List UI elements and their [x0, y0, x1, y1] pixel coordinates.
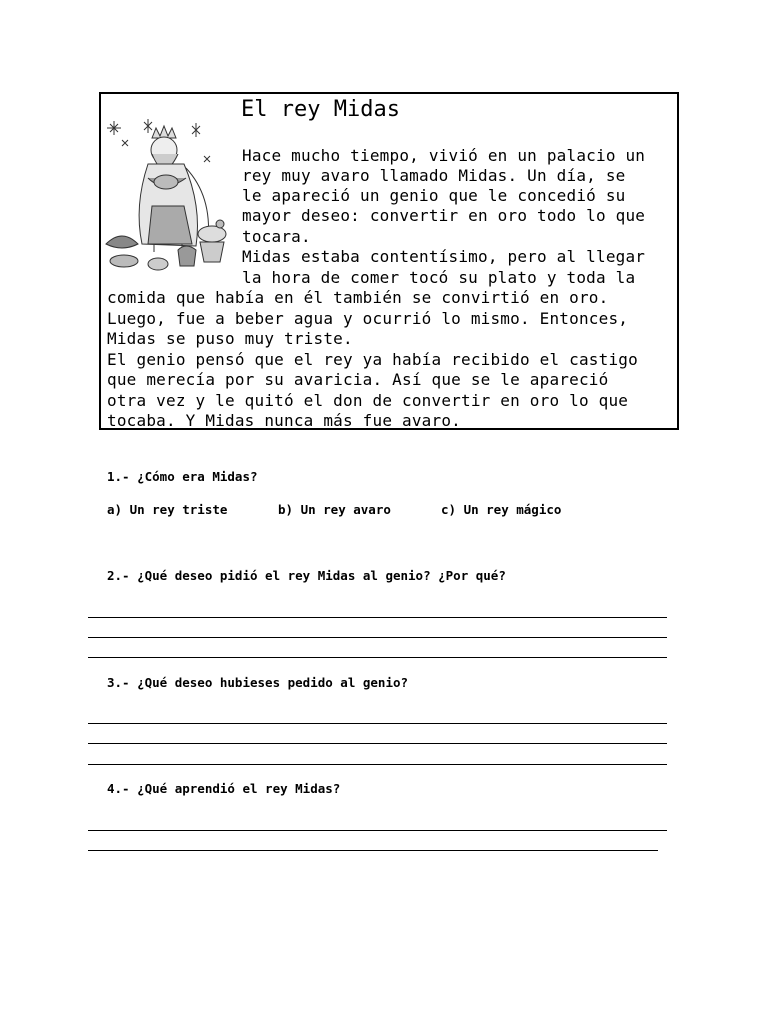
answer-line[interactable] — [88, 743, 667, 744]
question-1: 1.- ¿Cómo era Midas? — [107, 469, 258, 484]
story-line: mayor deseo: convertir en oro todo lo que — [242, 206, 646, 225]
option-b[interactable]: b) Un rey avaro — [278, 502, 391, 517]
question-3: 3.- ¿Qué deseo hubieses pedido al genio? — [107, 675, 409, 690]
question-2: 2.- ¿Qué deseo pidió el rey Midas al genio? ¿Por qué? — [107, 568, 506, 583]
story-line: Luego, fue a beber agua y ocurrió lo mismo. Entonces, — [107, 309, 629, 328]
answer-line[interactable] — [88, 657, 667, 658]
question-4: 4.- ¿Qué aprendió el rey Midas? — [107, 781, 341, 796]
story-title: El rey Midas — [241, 97, 400, 122]
story-line: tocaba. Y Midas nunca más fue avaro. — [107, 411, 461, 430]
answer-line[interactable] — [88, 764, 667, 765]
answer-line[interactable] — [88, 617, 667, 618]
story-line: Midas estaba contentísimo, pero al llegar — [242, 247, 646, 266]
story-line: otra vez y le quitó el don de convertir en oro lo que — [107, 391, 629, 410]
story-line: El genio pensó que el rey ya había recibido el castigo — [107, 350, 638, 369]
answer-line[interactable] — [88, 637, 667, 638]
story-line: Hace mucho tiempo, vivió en un palacio un — [242, 146, 646, 165]
king-midas-illustration — [104, 116, 232, 274]
story-line: la hora de comer tocó su plato y toda la — [242, 268, 636, 287]
story-line: comida que había en él también se convirtió en oro. — [107, 288, 609, 307]
option-a[interactable]: a) Un rey triste — [107, 502, 228, 517]
story-line: tocara. — [242, 227, 311, 246]
story-line: que merecía por su avaricia. Así que se le apareció — [107, 370, 609, 389]
option-c[interactable]: c) Un rey mágico — [441, 502, 562, 517]
story-line: rey muy avaro llamado Midas. Un día, se — [242, 166, 626, 185]
answer-line[interactable] — [88, 723, 667, 724]
story-line: le apareció un genio que le concedió su — [242, 186, 626, 205]
answer-line[interactable] — [88, 830, 667, 831]
story-line: Midas se puso muy triste. — [107, 329, 353, 348]
answer-line[interactable] — [88, 850, 658, 851]
